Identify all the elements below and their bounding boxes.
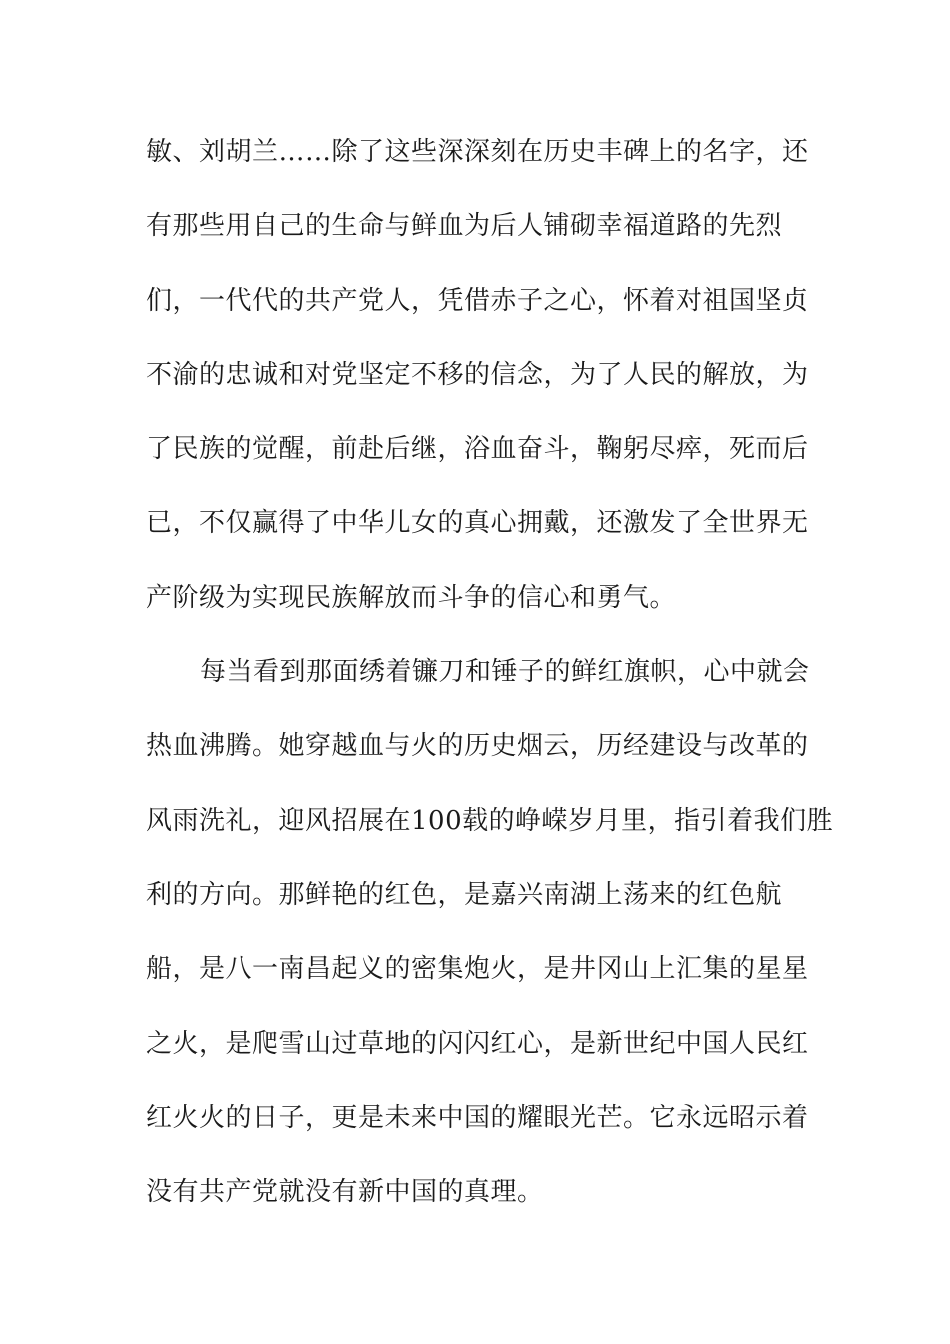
text-line: 风雨洗礼，迎风招展在100载的峥嵘岁月里，指引着我们胜 [146, 805, 834, 836]
text-line: 有那些用自己的生命与鲜血为后人铺砌幸福道路的先烈 [146, 211, 783, 242]
text-line: 红火火的日子，更是未来中国的耀眼光芒。它永远昭示着 [146, 1102, 809, 1133]
text-line: 船，是八一南昌起义的密集炮火，是井冈山上汇集的星星 [146, 954, 809, 985]
text-line: 敏、刘胡兰……除了这些深深刻在历史丰碑上的名字，还 [146, 137, 809, 167]
text-line: 热血沸腾。她穿越血与火的历史烟云，历经建设与改革的 [146, 731, 809, 762]
paragraph-start-line: 每当看到那面绣着镰刀和锤子的鲜红旗帜，心中就会 [200, 657, 810, 688]
text-line: 不渝的忠诚和对党坚定不移的信念，为了人民的解放，为 [146, 359, 809, 390]
body-text [146, 128, 834, 1242]
text-line: 之火，是爬雪山过草地的闪闪红心，是新世纪中国人民红 [146, 1028, 809, 1059]
text-line: 了民族的觉醒，前赴后继，浴血奋斗，鞠躬尽瘁，死而后 [146, 434, 809, 465]
text-line: 已，不仅赢得了中华儿女的真心拥戴，还激发了全世界无 [146, 508, 809, 539]
text-line: 产阶级为实现民族解放而斗争的信心和勇气。 [146, 582, 677, 613]
text-line: 利的方向。那鲜艳的红色，是嘉兴南湖上荡来的红色航 [146, 879, 783, 910]
text-line: 没有共产党就没有新中国的真理。 [146, 1177, 544, 1208]
text-line: 们，一代代的共产党人，凭借赤子之心，怀着对祖国坚贞 [146, 285, 809, 316]
